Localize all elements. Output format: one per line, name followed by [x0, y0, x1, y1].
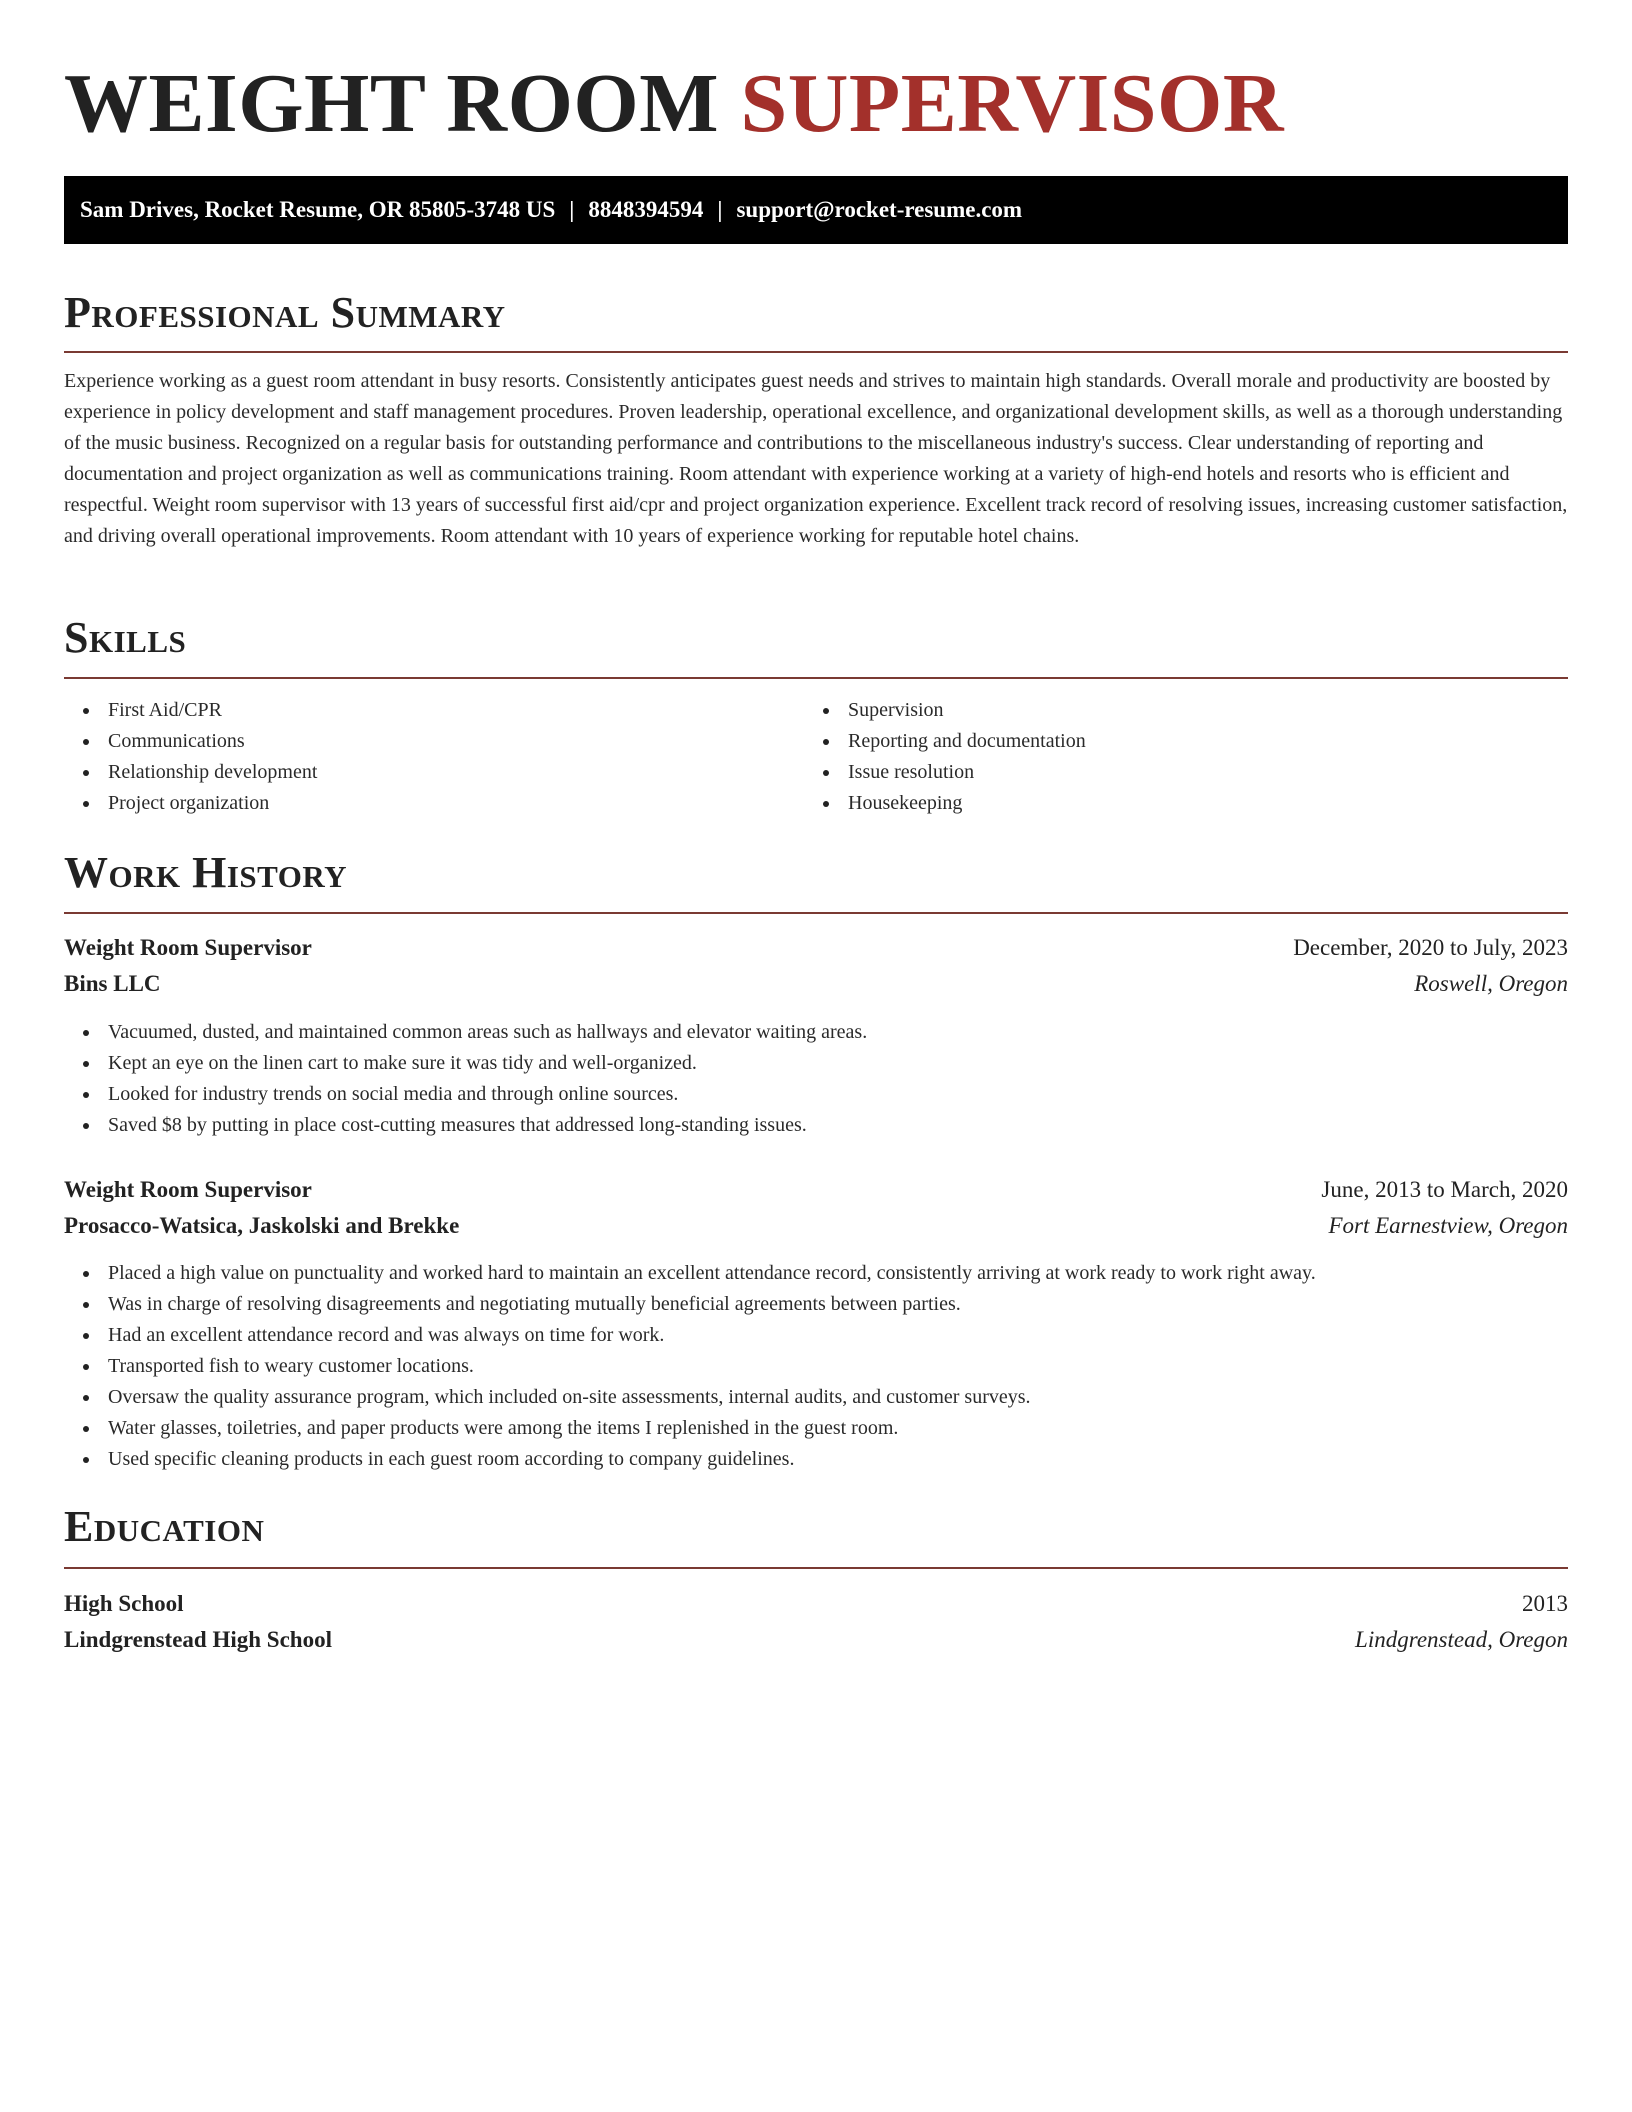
education-heading: Education [64, 1502, 265, 1551]
skill-item: Communications [64, 726, 804, 757]
work-heading: Work History [64, 848, 348, 897]
resume-title [64, 56, 1284, 152]
summary-divider [64, 351, 1568, 353]
job-duty: Had an excellent attendance record and was always on time for work. [64, 1320, 1568, 1351]
job-duty: Vacuumed, dusted, and maintained common areas such as hallways and elevator waiting areas. [64, 1017, 1568, 1048]
job-company-row [64, 966, 1568, 1002]
education-year: 2013 [1522, 1591, 1568, 1616]
skill-item: Reporting and documentation [804, 726, 1544, 757]
education-degree: High School [64, 1591, 184, 1616]
job-header-row [64, 930, 1568, 966]
education-school-row [64, 1622, 1568, 1658]
job-title: Weight Room Supervisor [64, 935, 312, 960]
job-title: Weight Room Supervisor [64, 1177, 312, 1202]
job-location: Roswell, Oregon [1414, 971, 1568, 996]
job-duty: Saved $8 by putting in place cost-cutting measures that addressed long-standing issues. [64, 1110, 1568, 1141]
skills-list-left [64, 695, 804, 819]
skill-item: Supervision [804, 695, 1544, 726]
job-dates: December, 2020 to July, 2023 [1293, 935, 1568, 960]
skill-item: Relationship development [64, 757, 804, 788]
skill-item: Project organization [64, 788, 804, 819]
contact-address: Sam Drives, Rocket Resume, OR 85805-3748 US [80, 197, 556, 222]
job-company: Prosacco-Watsica, Jaskolski and Brekke [64, 1213, 460, 1238]
summary-text: Experience working as a guest room attendant in busy resorts. Consistently anticipates guest needs and strives to maintain high standards. Overall morale and productivity are boosted by experience in policy development and staff management procedures. Proven leadership, operational excellence, and organizational development skills, as well as a thorough understanding of the music business. Recognized on a regular basis for outstanding performance and contributions to the miscellaneous industry's success. Clear understanding of reporting and documentation and project organization as well as communications training. Room attendant with experience working at a variety of high-end hotels and resorts who is efficient and respectful. Weight room supervisor with 13 years of successful first aid/cpr and project organization experience. Excellent track record of resolving issues, increasing customer satisfaction, and driving overall operational improvements. Room attendant with 10 years of experience working for reputable hotel chains. [64, 370, 1568, 547]
work-divider [64, 912, 1568, 914]
job-duty: Was in charge of resolving disagreements and negotiating mutually beneficial agreements between parties. [64, 1289, 1568, 1320]
contact-separator: | [569, 197, 575, 222]
job-location: Fort Earnestview, Oregon [1328, 1213, 1568, 1238]
skills-heading: Skills [64, 613, 187, 662]
education-location: Lindgrenstead, Oregon [1355, 1627, 1568, 1652]
job-duty: Used specific cleaning products in each guest room according to company guidelines. [64, 1444, 1568, 1475]
job-duties-list [64, 1017, 1568, 1141]
contact-bar [64, 176, 1568, 244]
job-duty: Transported fish to weary customer locations. [64, 1351, 1568, 1382]
job-company-row [64, 1208, 1568, 1244]
job-duty: Oversaw the quality assurance program, which included on-site assessments, internal audits, and customer surveys. [64, 1382, 1568, 1413]
education-divider [64, 1567, 1568, 1569]
job-duties-list [64, 1258, 1568, 1475]
job-company: Bins LLC [64, 971, 161, 996]
contact-phone: 8848394594 [588, 197, 704, 222]
skills-divider [64, 677, 1568, 679]
contact-email: support@rocket-resume.com [736, 197, 1023, 222]
job-header-row [64, 1172, 1568, 1208]
job-duty: Kept an eye on the linen cart to make sure it was tidy and well-organized. [64, 1048, 1568, 1079]
job-duty: Looked for industry trends on social media and through online sources. [64, 1079, 1568, 1110]
contact-separator: | [717, 197, 723, 222]
skill-item: Issue resolution [804, 757, 1544, 788]
title-role-part: WEIGHT ROOM [64, 57, 720, 150]
skills-list-right [804, 695, 1544, 819]
summary-heading: Professional Summary [64, 288, 506, 337]
title-accent-part: SUPERVISOR [740, 57, 1285, 150]
skill-item: First Aid/CPR [64, 695, 804, 726]
skill-item: Housekeeping [804, 788, 1544, 819]
job-duty: Water glasses, toiletries, and paper products were among the items I replenished in the guest room. [64, 1413, 1568, 1444]
education-header-row [64, 1586, 1568, 1622]
job-duty: Placed a high value on punctuality and worked hard to maintain an excellent attendance record, consistently arriving at work ready to work right away. [64, 1258, 1568, 1289]
job-dates: June, 2013 to March, 2020 [1321, 1177, 1568, 1202]
education-school: Lindgrenstead High School [64, 1627, 332, 1652]
